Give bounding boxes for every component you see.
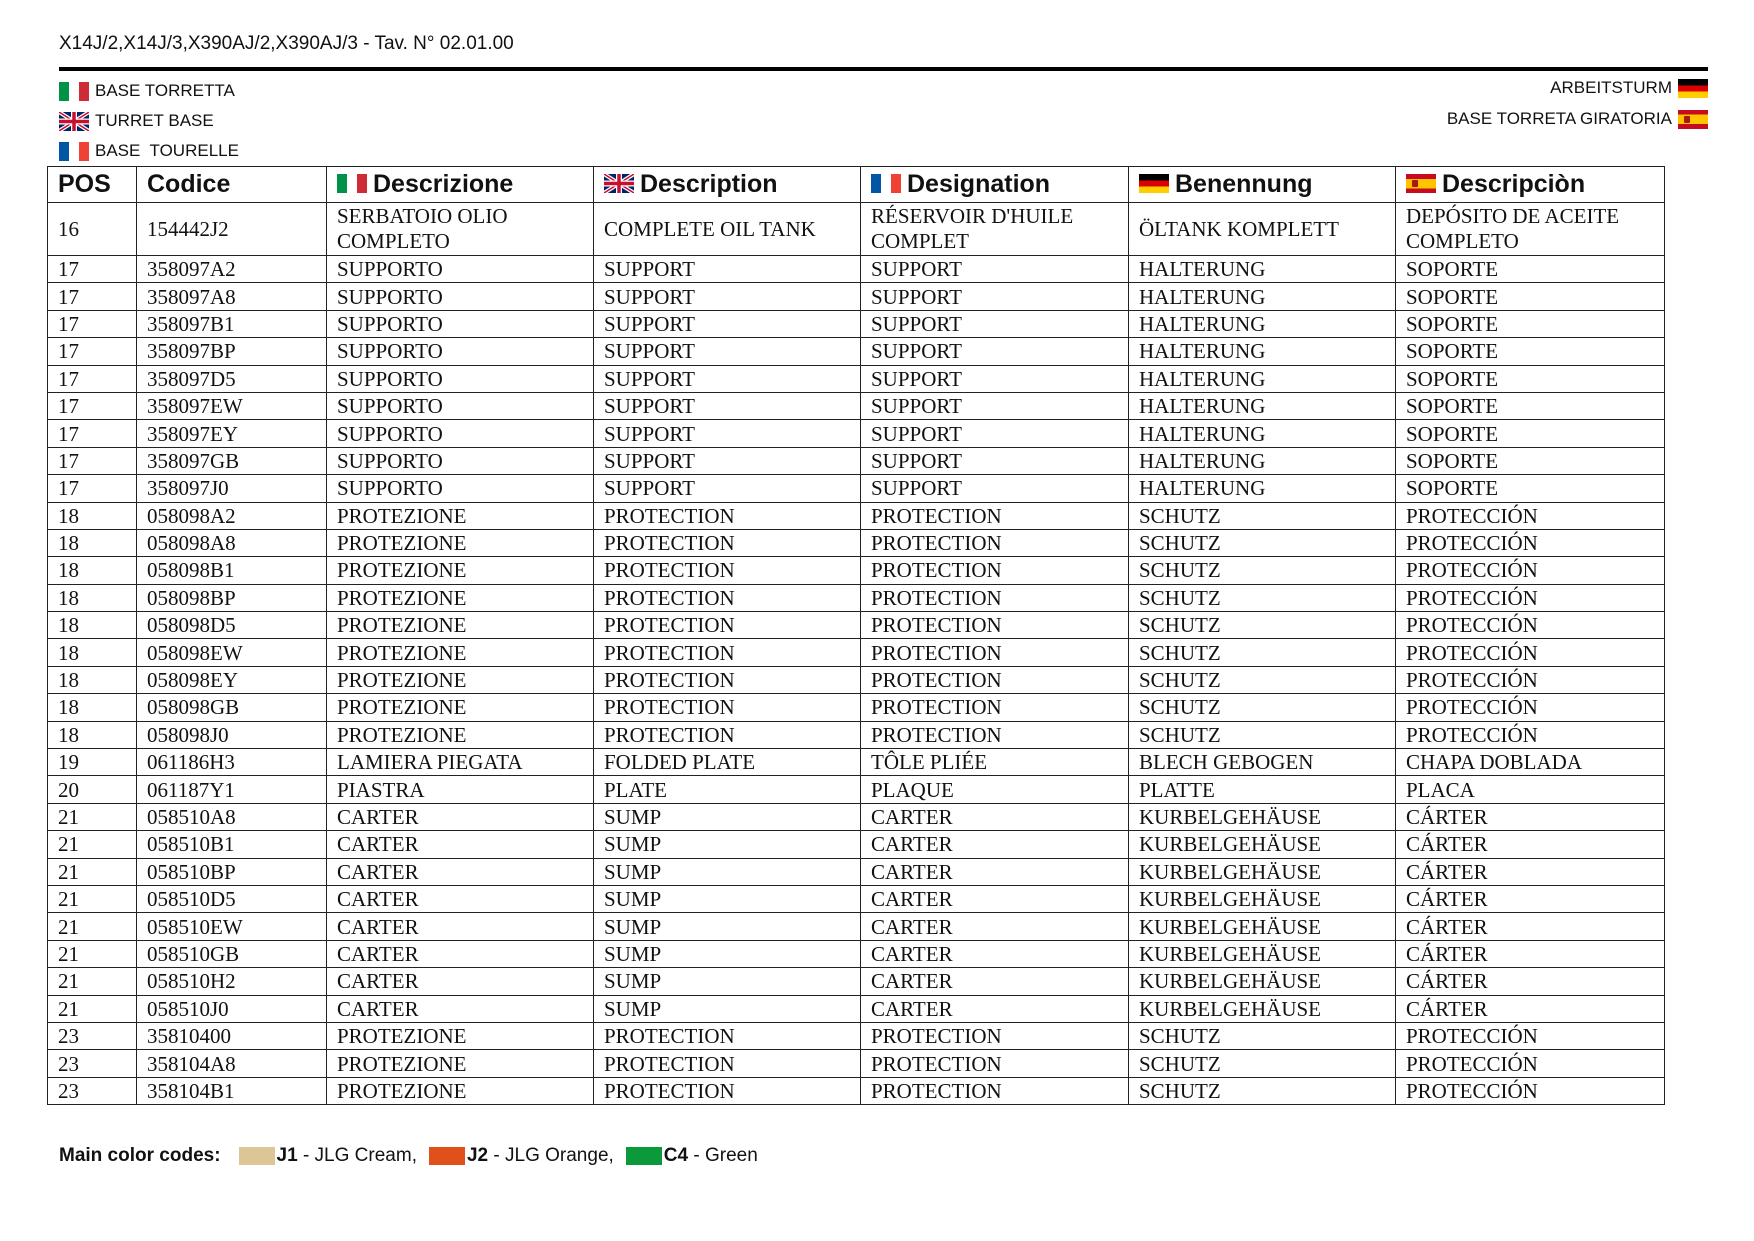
cell-pos: 17 (48, 283, 137, 310)
cell-designation: PROTECTION (861, 584, 1129, 611)
label-italian-text: BASE TORRETTA (95, 81, 235, 100)
cell-pos: 21 (48, 858, 137, 885)
cell-descripcion: CÁRTER (1396, 885, 1665, 912)
cell-descripcion: PROTECCIÓN (1396, 557, 1665, 584)
cell-benennung: KURBELGEHÄUSE (1129, 995, 1396, 1022)
cell-codice: 058510B1 (137, 831, 327, 858)
column-header-designation: Designation (861, 167, 1129, 203)
cell-pos: 18 (48, 694, 137, 721)
cell-descripcion: PROTECCIÓN (1396, 1022, 1665, 1049)
cell-descrizione: PROTEZIONE (327, 557, 594, 584)
table-header-row (48, 167, 1665, 203)
cell-descrizione: PROTEZIONE (327, 502, 594, 529)
column-header-descrizione: Descrizione (327, 167, 594, 203)
cell-codice: 358097J0 (137, 475, 327, 502)
cell-descrizione: CARTER (327, 968, 594, 995)
cell-designation: PROTECTION (861, 1022, 1129, 1049)
cell-descrizione: SUPPORTO (327, 310, 594, 337)
cell-pos: 21 (48, 831, 137, 858)
cell-descrizione: PROTEZIONE (327, 1077, 594, 1104)
cell-descrizione: PROTEZIONE (327, 639, 594, 666)
cell-benennung: KURBELGEHÄUSE (1129, 913, 1396, 940)
cell-codice: 058510D5 (137, 885, 327, 912)
cell-benennung: KURBELGEHÄUSE (1129, 940, 1396, 967)
cell-pos: 19 (48, 749, 137, 776)
cell-descripcion: SOPORTE (1396, 447, 1665, 474)
cell-pos: 23 (48, 1050, 137, 1077)
cell-descrizione: PROTEZIONE (327, 1022, 594, 1049)
cell-benennung: KURBELGEHÄUSE (1129, 803, 1396, 830)
cell-descripcion: CHAPA DOBLADA (1396, 749, 1665, 776)
cell-descripcion: PLACA (1396, 776, 1665, 803)
cell-codice: 058098D5 (137, 612, 327, 639)
cell-benennung: HALTERUNG (1129, 420, 1396, 447)
cell-descripcion: SOPORTE (1396, 365, 1665, 392)
cell-descripcion: CÁRTER (1396, 913, 1665, 940)
cell-pos: 21 (48, 940, 137, 967)
color-swatch-j2 (429, 1147, 465, 1165)
color-codes-legend (59, 1145, 758, 1167)
color-code-c4: C4 (663, 1145, 689, 1166)
cell-descrizione: CARTER (327, 940, 594, 967)
color-swatch-j1 (239, 1147, 275, 1165)
cell-descrizione: SUPPORTO (327, 420, 594, 447)
cell-codice: 058098BP (137, 584, 327, 611)
cell-description: SUMP (594, 940, 861, 967)
cell-codice: 058098EY (137, 666, 327, 693)
cell-benennung: SCHUTZ (1129, 1022, 1396, 1049)
cell-descrizione: SUPPORTO (327, 256, 594, 283)
column-header-codice: Codice (137, 167, 327, 203)
cell-codice: 058098A8 (137, 529, 327, 556)
cell-codice: 058510A8 (137, 803, 327, 830)
cell-pos: 17 (48, 338, 137, 365)
cell-description: SUMP (594, 995, 861, 1022)
cell-designation: PROTECTION (861, 1077, 1129, 1104)
cell-description: SUMP (594, 858, 861, 885)
cell-descrizione: CARTER (327, 803, 594, 830)
cell-codice: 058098B1 (137, 557, 327, 584)
cell-pos: 17 (48, 475, 137, 502)
cell-descrizione: SUPPORTO (327, 283, 594, 310)
cell-description: PROTECTION (594, 557, 861, 584)
document-title: X14J/2,X14J/3,X390AJ/2,X390AJ/3 - Tav. N° 02.01.00 (59, 33, 514, 54)
cell-descrizione: PROTEZIONE (327, 612, 594, 639)
cell-descrizione: PROTEZIONE (327, 1050, 594, 1077)
label-german (1550, 75, 1708, 101)
cell-benennung: HALTERUNG (1129, 283, 1396, 310)
cell-codice: 058510BP (137, 858, 327, 885)
cell-pos: 18 (48, 557, 137, 584)
column-header-benennung: Benennung (1129, 167, 1396, 203)
label-english-text: TURRET BASE (95, 111, 214, 130)
cell-codice: 358097B1 (137, 310, 327, 337)
column-header-pos: POS (48, 167, 137, 203)
cell-designation: PROTECTION (861, 666, 1129, 693)
italy-flag-icon (59, 82, 89, 101)
cell-pos: 18 (48, 666, 137, 693)
cell-descripcion: SOPORTE (1396, 475, 1665, 502)
table-row (48, 529, 1665, 556)
cell-designation: RÉSERVOIR D'HUILE COMPLET (861, 203, 1129, 256)
table-row (48, 283, 1665, 310)
cell-pos: 17 (48, 365, 137, 392)
cell-pos: 18 (48, 639, 137, 666)
color-code-j2: J2 (466, 1145, 489, 1166)
cell-codice: 358097EY (137, 420, 327, 447)
table-row (48, 940, 1665, 967)
cell-designation: PROTECTION (861, 529, 1129, 556)
cell-description: SUPPORT (594, 475, 861, 502)
cell-benennung: HALTERUNG (1129, 392, 1396, 419)
table-row (48, 256, 1665, 283)
cell-description: SUPPORT (594, 447, 861, 474)
cell-codice: 058510GB (137, 940, 327, 967)
table-body (48, 203, 1665, 1105)
cell-benennung: HALTERUNG (1129, 475, 1396, 502)
table-row (48, 666, 1665, 693)
cell-codice: 358097A8 (137, 283, 327, 310)
table-row (48, 557, 1665, 584)
cell-pos: 21 (48, 803, 137, 830)
cell-pos: 17 (48, 420, 137, 447)
spain-flag-icon (1678, 110, 1708, 129)
cell-description: PROTECTION (594, 1022, 861, 1049)
cell-descripcion: PROTECCIÓN (1396, 721, 1665, 748)
cell-codice: 358104A8 (137, 1050, 327, 1077)
cell-description: PLATE (594, 776, 861, 803)
label-german-text: ARBEITSTURM (1550, 78, 1672, 97)
cell-descripcion: CÁRTER (1396, 995, 1665, 1022)
table-row (48, 203, 1665, 256)
cell-descripcion: SOPORTE (1396, 283, 1665, 310)
cell-descripcion: SOPORTE (1396, 392, 1665, 419)
cell-descripcion: CÁRTER (1396, 968, 1665, 995)
cell-codice: 058098EW (137, 639, 327, 666)
cell-descrizione: PROTEZIONE (327, 529, 594, 556)
cell-codice: 058098J0 (137, 721, 327, 748)
cell-benennung: SCHUTZ (1129, 666, 1396, 693)
spain-flag-icon (1406, 174, 1436, 193)
table-row (48, 420, 1665, 447)
cell-codice: 058510EW (137, 913, 327, 940)
cell-benennung: SCHUTZ (1129, 612, 1396, 639)
label-french-text: BASE TOURELLE (95, 141, 239, 160)
table-row (48, 639, 1665, 666)
cell-description: PROTECTION (594, 721, 861, 748)
cell-descripcion: CÁRTER (1396, 858, 1665, 885)
cell-description: PROTECTION (594, 1077, 861, 1104)
table-row (48, 995, 1665, 1022)
cell-pos: 17 (48, 447, 137, 474)
cell-designation: CARTER (861, 995, 1129, 1022)
cell-descripcion: PROTECCIÓN (1396, 639, 1665, 666)
cell-description: SUPPORT (594, 283, 861, 310)
table-row (48, 310, 1665, 337)
cell-descrizione: PIASTRA (327, 776, 594, 803)
cell-benennung: HALTERUNG (1129, 310, 1396, 337)
cell-codice: 061187Y1 (137, 776, 327, 803)
table-row (48, 392, 1665, 419)
cell-descrizione: SUPPORTO (327, 475, 594, 502)
cell-pos: 18 (48, 584, 137, 611)
cell-pos: 18 (48, 529, 137, 556)
table-row (48, 831, 1665, 858)
cell-description: PROTECTION (594, 694, 861, 721)
cell-descripcion: SOPORTE (1396, 310, 1665, 337)
table-row (48, 447, 1665, 474)
germany-flag-icon (1139, 174, 1169, 193)
cell-pos: 17 (48, 392, 137, 419)
table-row (48, 913, 1665, 940)
cell-descrizione: PROTEZIONE (327, 666, 594, 693)
cell-descrizione: SUPPORTO (327, 365, 594, 392)
cell-designation: PROTECTION (861, 557, 1129, 584)
cell-pos: 18 (48, 612, 137, 639)
parts-table (47, 166, 1665, 1105)
cell-descrizione: PROTEZIONE (327, 584, 594, 611)
cell-description: SUMP (594, 831, 861, 858)
cell-description: SUPPORT (594, 365, 861, 392)
cell-designation: SUPPORT (861, 365, 1129, 392)
cell-benennung: SCHUTZ (1129, 584, 1396, 611)
cell-designation: CARTER (861, 831, 1129, 858)
cell-pos: 18 (48, 502, 137, 529)
cell-pos: 20 (48, 776, 137, 803)
cell-descripcion: PROTECCIÓN (1396, 666, 1665, 693)
cell-designation: CARTER (861, 803, 1129, 830)
table-row (48, 612, 1665, 639)
table-row (48, 1077, 1665, 1104)
cell-pos: 17 (48, 256, 137, 283)
cell-designation: SUPPORT (861, 420, 1129, 447)
uk-flag-icon (59, 112, 89, 131)
cell-benennung: ÖLTANK KOMPLETT (1129, 203, 1396, 256)
cell-descrizione: PROTEZIONE (327, 694, 594, 721)
cell-pos: 23 (48, 1077, 137, 1104)
cell-description: PROTECTION (594, 639, 861, 666)
cell-pos: 21 (48, 885, 137, 912)
cell-designation: SUPPORT (861, 256, 1129, 283)
cell-benennung: KURBELGEHÄUSE (1129, 858, 1396, 885)
cell-descripcion: SOPORTE (1396, 256, 1665, 283)
table-row (48, 968, 1665, 995)
cell-benennung: HALTERUNG (1129, 338, 1396, 365)
cell-descripcion: DEPÓSITO DE ACEITE COMPLETO (1396, 203, 1665, 256)
cell-descripcion: PROTECCIÓN (1396, 1077, 1665, 1104)
label-english (59, 108, 214, 134)
cell-designation: PROTECTION (861, 694, 1129, 721)
cell-description: PROTECTION (594, 666, 861, 693)
cell-description: SUPPORT (594, 420, 861, 447)
cell-pos: 21 (48, 995, 137, 1022)
cell-benennung: KURBELGEHÄUSE (1129, 968, 1396, 995)
cell-descrizione: SUPPORTO (327, 447, 594, 474)
table-row (48, 365, 1665, 392)
germany-flag-icon (1678, 79, 1708, 98)
cell-benennung: SCHUTZ (1129, 721, 1396, 748)
cell-codice: 358104B1 (137, 1077, 327, 1104)
cell-designation: PROTECTION (861, 1050, 1129, 1077)
cell-designation: CARTER (861, 885, 1129, 912)
uk-flag-icon (604, 174, 634, 193)
cell-pos: 18 (48, 721, 137, 748)
cell-descrizione: CARTER (327, 885, 594, 912)
table-row (48, 776, 1665, 803)
cell-designation: PROTECTION (861, 612, 1129, 639)
cell-pos: 16 (48, 203, 137, 256)
cell-codice: 058510H2 (137, 968, 327, 995)
header-divider (59, 67, 1708, 71)
cell-descrizione: CARTER (327, 831, 594, 858)
cell-description: PROTECTION (594, 502, 861, 529)
cell-designation: SUPPORT (861, 338, 1129, 365)
cell-benennung: SCHUTZ (1129, 639, 1396, 666)
table-row (48, 803, 1665, 830)
cell-codice: 058098A2 (137, 502, 327, 529)
france-flag-icon (871, 174, 901, 193)
france-flag-icon (59, 142, 89, 161)
italy-flag-icon (337, 174, 367, 193)
cell-benennung: HALTERUNG (1129, 365, 1396, 392)
cell-descripcion: CÁRTER (1396, 831, 1665, 858)
cell-descripcion: PROTECCIÓN (1396, 694, 1665, 721)
cell-descrizione: SERBATOIO OLIO COMPLETO (327, 203, 594, 256)
cell-descripcion: PROTECCIÓN (1396, 529, 1665, 556)
cell-benennung: SCHUTZ (1129, 1050, 1396, 1077)
cell-benennung: KURBELGEHÄUSE (1129, 831, 1396, 858)
color-name-j1: - JLG Cream, (297, 1145, 417, 1166)
table-row (48, 1022, 1665, 1049)
column-header-description: Description (594, 167, 861, 203)
label-italian (59, 78, 235, 104)
cell-descrizione: SUPPORTO (327, 392, 594, 419)
cell-description: PROTECTION (594, 584, 861, 611)
cell-description: SUMP (594, 968, 861, 995)
cell-designation: PROTECTION (861, 721, 1129, 748)
table-row (48, 502, 1665, 529)
cell-codice: 058098GB (137, 694, 327, 721)
table-row (48, 721, 1665, 748)
cell-designation: SUPPORT (861, 475, 1129, 502)
cell-benennung: SCHUTZ (1129, 1077, 1396, 1104)
cell-description: SUMP (594, 803, 861, 830)
cell-description: SUPPORT (594, 392, 861, 419)
cell-benennung: SCHUTZ (1129, 502, 1396, 529)
cell-description: PROTECTION (594, 612, 861, 639)
label-french (59, 138, 239, 164)
cell-designation: SUPPORT (861, 392, 1129, 419)
cell-codice: 358097EW (137, 392, 327, 419)
cell-benennung: KURBELGEHÄUSE (1129, 885, 1396, 912)
cell-descrizione: CARTER (327, 858, 594, 885)
cell-pos: 23 (48, 1022, 137, 1049)
cell-descripcion: CÁRTER (1396, 803, 1665, 830)
label-spanish (1447, 106, 1708, 132)
cell-benennung: PLATTE (1129, 776, 1396, 803)
cell-description: COMPLETE OIL TANK (594, 203, 861, 256)
cell-descripcion: PROTECCIÓN (1396, 584, 1665, 611)
label-spanish-text: BASE TORRETA GIRATORIA (1446, 109, 1672, 128)
cell-pos: 21 (48, 913, 137, 940)
cell-benennung: HALTERUNG (1129, 256, 1396, 283)
cell-designation: CARTER (861, 940, 1129, 967)
table-row (48, 475, 1665, 502)
table-row (48, 1050, 1665, 1077)
color-name-c4: - Green (688, 1145, 758, 1166)
cell-codice: 358097A2 (137, 256, 327, 283)
cell-descripcion: SOPORTE (1396, 420, 1665, 447)
cell-designation: SUPPORT (861, 310, 1129, 337)
color-name-j2: - JLG Orange, (488, 1145, 614, 1166)
cell-designation: CARTER (861, 913, 1129, 940)
cell-description: PROTECTION (594, 1050, 861, 1077)
color-codes-label: Main color codes: (59, 1145, 221, 1166)
table-row (48, 694, 1665, 721)
cell-descripcion: SOPORTE (1396, 338, 1665, 365)
cell-descrizione: CARTER (327, 913, 594, 940)
cell-designation: CARTER (861, 968, 1129, 995)
cell-descrizione: CARTER (327, 995, 594, 1022)
cell-designation: CARTER (861, 858, 1129, 885)
cell-descrizione: SUPPORTO (327, 338, 594, 365)
table-row (48, 584, 1665, 611)
cell-description: SUPPORT (594, 338, 861, 365)
table-row (48, 858, 1665, 885)
cell-designation: SUPPORT (861, 283, 1129, 310)
cell-codice: 154442J2 (137, 203, 327, 256)
cell-benennung: SCHUTZ (1129, 557, 1396, 584)
cell-codice: 058510J0 (137, 995, 327, 1022)
cell-descripcion: PROTECCIÓN (1396, 1050, 1665, 1077)
cell-description: FOLDED PLATE (594, 749, 861, 776)
cell-description: SUMP (594, 913, 861, 940)
cell-benennung: HALTERUNG (1129, 447, 1396, 474)
cell-descrizione: LAMIERA PIEGATA (327, 749, 594, 776)
cell-designation: TÔLE PLIÉE (861, 749, 1129, 776)
color-code-j1: J1 (276, 1145, 298, 1166)
table-row (48, 749, 1665, 776)
cell-designation: PROTECTION (861, 639, 1129, 666)
cell-designation: PLAQUE (861, 776, 1129, 803)
cell-description: PROTECTION (594, 529, 861, 556)
cell-pos: 21 (48, 968, 137, 995)
cell-codice: 061186H3 (137, 749, 327, 776)
cell-codice: 358097BP (137, 338, 327, 365)
cell-descripcion: PROTECCIÓN (1396, 502, 1665, 529)
cell-description: SUPPORT (594, 310, 861, 337)
cell-description: SUMP (594, 885, 861, 912)
table-row (48, 885, 1665, 912)
cell-benennung: SCHUTZ (1129, 529, 1396, 556)
cell-descripcion: CÁRTER (1396, 940, 1665, 967)
cell-description: SUPPORT (594, 256, 861, 283)
cell-codice: 35810400 (137, 1022, 327, 1049)
cell-benennung: BLECH GEBOGEN (1129, 749, 1396, 776)
column-header-descripcion: Descripciòn (1396, 167, 1665, 203)
cell-benennung: SCHUTZ (1129, 694, 1396, 721)
cell-codice: 358097D5 (137, 365, 327, 392)
cell-descripcion: PROTECCIÓN (1396, 612, 1665, 639)
cell-codice: 358097GB (137, 447, 327, 474)
cell-designation: PROTECTION (861, 502, 1129, 529)
cell-designation: SUPPORT (861, 447, 1129, 474)
table-row (48, 338, 1665, 365)
color-swatch-c4 (626, 1147, 662, 1165)
cell-descrizione: PROTEZIONE (327, 721, 594, 748)
cell-pos: 17 (48, 310, 137, 337)
